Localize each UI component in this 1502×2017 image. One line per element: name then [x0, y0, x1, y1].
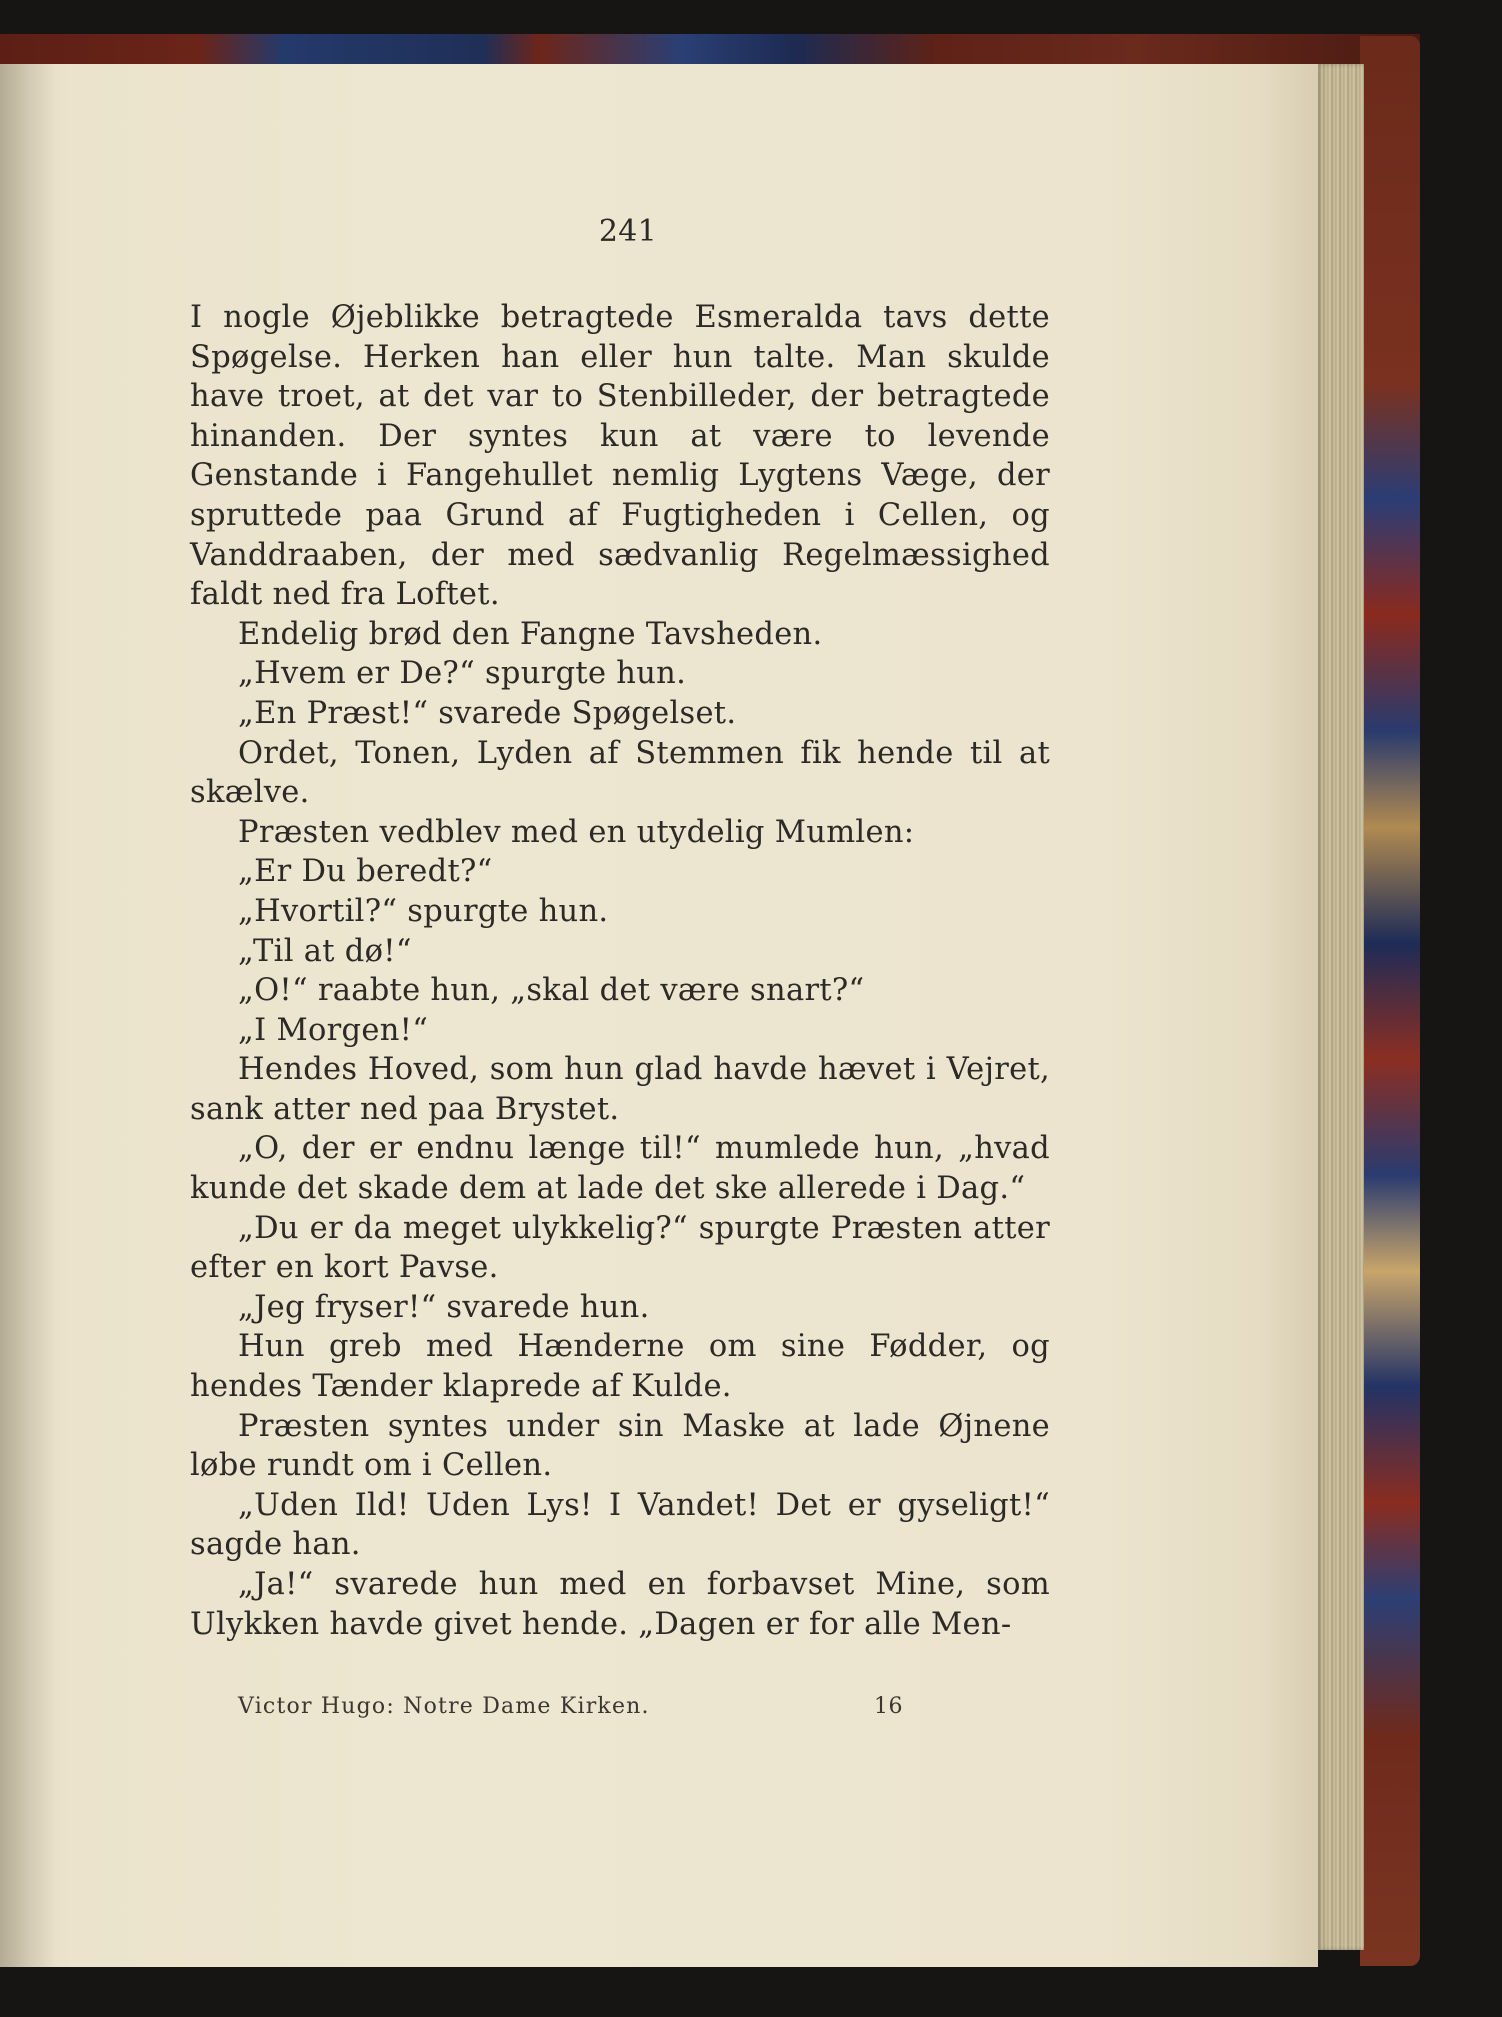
page-number: 241 — [598, 214, 658, 249]
page-text — [190, 212, 1050, 1644]
paragraph: „Ja!“ svarede hun med en forbavset Mine, som Ulykken havde givet hende. „Dagen er for alle Men- — [190, 1567, 1050, 1642]
gutter-shadow — [0, 64, 56, 1967]
paragraph: „En Præst!“ svarede Spøgelset. — [238, 695, 737, 731]
paragraph: Hun greb med Hænderne om sine Fødder, og hendes Tænder klaprede af Kulde. — [190, 1329, 1050, 1405]
paragraph: I nogle Øjeblikke betragtede Esmeralda tavs dette Spøgelse. Herken han eller hun talte. Man skulde have troet, at det var to Stenbilleder, der betragtede hinanden. Der syntes kun at være to levende Genstande i Fangehullet nemlig Lygtens Væge, der spruttede paa Grund af Fugtigheden i Cellen, og Vanddraaben, der med sædvanlig Regelmæssighed faldt ned fra Loftet. — [190, 300, 1050, 613]
paragraph: „Hvortil?“ spurgte hun. — [238, 893, 609, 929]
paragraph: Hendes Hoved, som hun glad havde hævet i Vejret, sank atter ned paa Brystet. — [190, 1052, 1050, 1127]
paragraph: Ordet, Tonen, Lyden af Stemmen fik hende til at skælve. — [190, 735, 1050, 811]
paragraph: Endelig brød den Fangne Tavsheden. — [238, 616, 823, 652]
book-binding-right — [1360, 36, 1420, 1966]
paragraph: „Du er da meget ulykkelig?“ spurgte Præsten atter efter en kort Pavse. — [190, 1210, 1050, 1286]
paragraph: Præsten syntes under sin Maske at lade Øjnene løbe rundt om i Cellen. — [190, 1408, 1050, 1484]
paragraph: „Er Du beredt?“ — [238, 854, 493, 890]
paragraph: „Jeg fryser!“ svarede hun. — [238, 1289, 650, 1325]
page-footer — [238, 1694, 938, 1719]
paragraph: „O!“ raabte hun, „skal det være snart?“ — [238, 973, 865, 1009]
paragraph: „Uden Ild! Uden Lys! I Vandet! Det er gyseligt!“ sagde han. — [190, 1487, 1050, 1563]
paragraph: „Til at dø!“ — [238, 933, 412, 969]
book-binding-top — [0, 34, 1420, 68]
footer-title: Victor Hugo: Notre Dame Kirken. — [238, 1694, 650, 1719]
paragraph: „O, der er endnu længe til!“ mumlede hun, „hvad kunde det skade dem at lade det ske allerede i Dag.“ — [190, 1131, 1050, 1207]
footer-signature: 16 — [874, 1694, 903, 1719]
paragraph: „I Morgen!“ — [238, 1012, 429, 1048]
page-edges — [1318, 64, 1364, 1950]
paragraph: „Hvem er De?“ spurgte hun. — [238, 656, 687, 692]
paragraph: Præsten vedblev med en utydelig Mumlen: — [238, 814, 915, 850]
